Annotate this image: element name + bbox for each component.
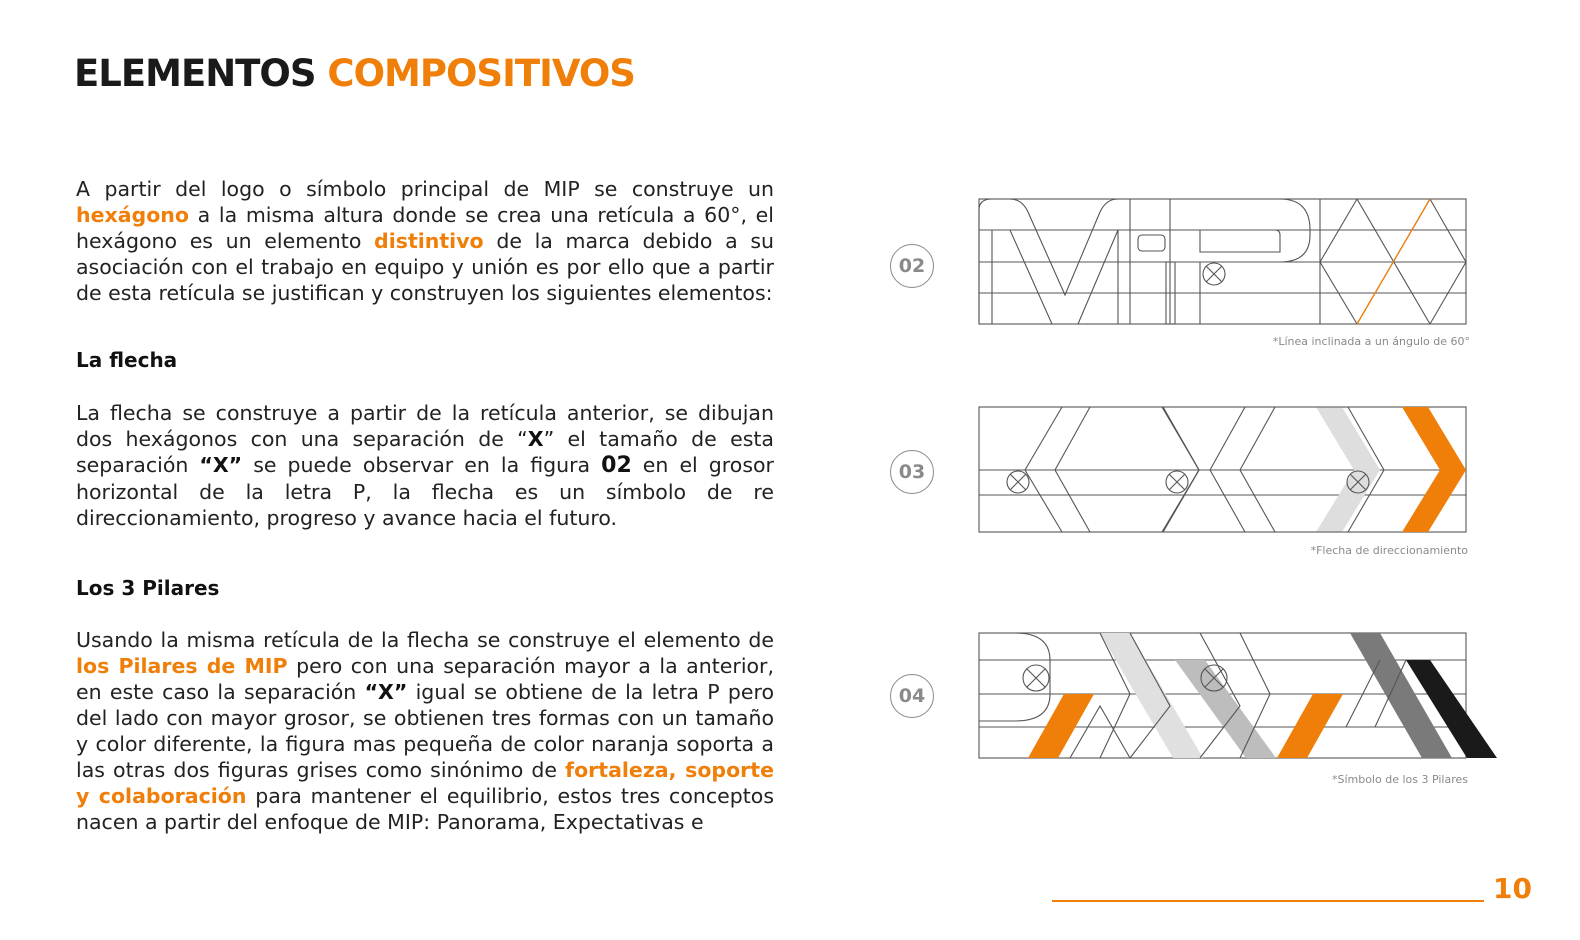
figure-04-caption: *Símbolo de los 3 Pilares <box>1331 773 1468 786</box>
flecha-body <box>76 400 774 531</box>
flecha-heading: La flecha <box>76 348 178 372</box>
fig03-x-marker-1-cross <box>1010 474 1026 490</box>
fig02-letter-p-counter <box>1200 230 1280 252</box>
pilares-text-1: Usando la misma retícula de la flecha se construye el elemento de <box>76 628 774 652</box>
title-part2: COMPOSITIVOS <box>327 52 635 95</box>
fig02-x-marker-cross <box>1206 266 1222 282</box>
pilares-text-4: para mantener el equilibrio, estos tres conceptos nacen a partir del enfoque de MIP: Panorama, Expectativas e <box>76 784 774 834</box>
fig04-x-marker-1-cross <box>1027 669 1045 687</box>
figure-03-number: 03 <box>890 450 934 494</box>
flecha-text-2: ” el tamaño de esta separación <box>76 427 774 477</box>
fig04-letter-p-fragment <box>979 633 1050 721</box>
pilares-highlight-fortaleza: fortaleza, soporte y colaboración <box>76 758 774 808</box>
pilares-highlight-pilares: los Pilares de MIP <box>76 654 288 678</box>
flecha-paragraph <box>76 400 774 531</box>
intro-section <box>76 176 774 306</box>
intro-text-2: a la misma altura donde se crea una retícula a 60°, el hexágono es un elemento <box>76 203 774 253</box>
fig02-letter-i-dot <box>1138 235 1165 251</box>
fig04-light-gray-bar <box>1100 633 1203 758</box>
flecha-bold-x: X <box>527 427 544 451</box>
figure-04-number: 04 <box>890 674 934 718</box>
page-title <box>74 52 635 95</box>
figure-03-arrow-grid <box>970 398 1480 543</box>
figure-02-number: 02 <box>890 244 934 288</box>
fig04-orange-bar-2 <box>1277 694 1343 758</box>
flecha-bold-x-quoted: “X” <box>199 453 243 477</box>
flecha-text-3: se puede observar en la figura <box>242 453 602 477</box>
pilares-text-3: igual se obtiene de la letra P pero del lado con mayor grosor, se obtienen tres formas con un tamaño y color diferente, la figura mas pequeña de color naranja soporta a las otras dos figuras grises como sinónimo de <box>76 680 774 782</box>
footer-accent-line <box>1052 900 1484 902</box>
fig04-orange-bar-1 <box>1028 694 1094 758</box>
flecha-bold-02: 02 <box>601 453 632 478</box>
title-part1: ELEMENTOS <box>74 52 316 95</box>
intro-text-3: de la marca debido a su asociación con el trabajo en equipo y unión es por ello que a partir de esta retícula se justifican y construyen los siguientes elementos: <box>76 229 774 305</box>
pilares-text-2: pero con una separación mayor a la anterior, en este caso la separación <box>76 654 774 704</box>
figure-02-mip-grid <box>970 190 1480 335</box>
intro-text-1: A partir del logo o símbolo principal de MIP se construye un <box>76 177 774 201</box>
flecha-text-4: en el grosor horizontal de la letra P, la flecha es un símbolo de re direccionamiento, progreso y avance hacia el futuro. <box>76 453 774 530</box>
intro-highlight-distintivo: distintivo <box>374 229 484 253</box>
pilares-section <box>76 576 774 600</box>
fig03-x-marker-2-cross <box>1169 474 1185 490</box>
figure-02-caption: *Línea inclinada a un ángulo de 60° <box>1272 335 1470 348</box>
pilares-body <box>76 627 774 835</box>
pilares-paragraph <box>76 627 774 835</box>
intro-paragraph <box>76 176 774 306</box>
pilares-bold-x: “X” <box>364 680 408 704</box>
page-number: 10 <box>1493 872 1532 905</box>
intro-highlight-hexagono: hexágono <box>76 203 189 227</box>
fig02-letter-m-inner <box>992 230 1118 324</box>
figure-03-caption: *Flecha de direccionamiento <box>1310 544 1468 557</box>
pilares-heading: Los 3 Pilares <box>76 576 220 600</box>
flecha-section <box>76 348 774 372</box>
flecha-text-1: La flecha se construye a partir de la retícula anterior, se dibujan dos hexágonos con una separación de “ <box>76 401 774 451</box>
figure-04-pillars-grid <box>970 624 1510 769</box>
